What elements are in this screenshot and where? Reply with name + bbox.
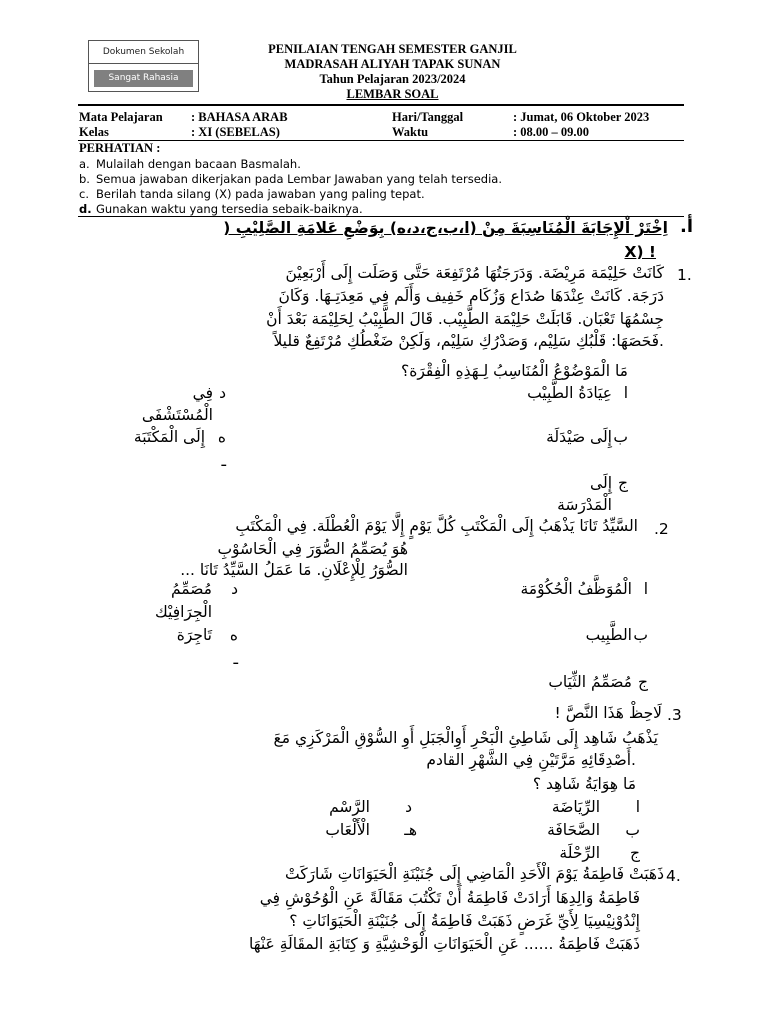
option-letter: ا: [643, 580, 648, 598]
class-value: : XI (SEBELAS): [191, 125, 280, 139]
option-text: الْمَدْرَسَة: [557, 496, 612, 514]
question-text-line: .أَصْدِقَائِهِ مَرَّتَيْنِ فِي الشَّهْرِ القادم: [426, 751, 636, 769]
question-text-line: إِنْدُوْنِيْسِيَا لِأَيِّ غَرَضٍ ذَهَبَتْ فَاطِمَةُ إِلَى جُنَيْنَةِ الْحَيَوَانَاتِ ؟: [289, 912, 640, 930]
option-letter: ا: [623, 384, 628, 402]
option-text: إِلَى الْمَكْتَبَة: [133, 428, 205, 446]
option-letter: ه: [229, 626, 238, 644]
time-value: : 08.00 – 09.00: [513, 125, 590, 139]
question-text-line: ذَهَبَتْ فَاطِمَةُ يَوْمَ الْأَحَدِ الْمَاضِي إِلَى جُنَيْنَةِ الْحَيَوَانَاتِ شَارَكَتْ: [284, 865, 664, 883]
option-letter: ج: [617, 474, 628, 492]
option-text: الصَّحَافَة: [547, 821, 600, 839]
option-text: عِيَادَةُ الطَّبِيْب: [527, 384, 612, 402]
option-letter: د: [405, 798, 412, 816]
question-text-line: الصُّوَرُ لِلْإِعْلَانِ. مَا عَمَلُ السَّيِّدُ تَانَا ...: [180, 561, 408, 579]
option-letter: هـ: [404, 821, 417, 839]
option-letter: د: [231, 580, 238, 598]
info-rule: [78, 140, 684, 141]
section-marker: أ.: [680, 216, 694, 237]
attention-marker-d: d.: [79, 202, 92, 216]
attention-item-b: Semua jawaban dikerjakan pada Lembar Jawaban yang telah tersedia.: [96, 172, 502, 186]
stamp-top-label: Dokumen Sekolah: [89, 41, 198, 64]
attention-item-d: Gunakan waktu yang tersedia sebaik-baiknya.: [96, 202, 363, 216]
day-label: Hari/Tanggal: [392, 110, 464, 124]
option-text: مُصَمِّمُ الثِّيَاب: [548, 673, 632, 691]
option-text: الطَّبِيب: [585, 626, 632, 644]
option-text: الْمُسْتَشْفَى: [141, 406, 213, 424]
sheet-title: LEMBAR SOAL: [346, 87, 439, 101]
attention-item-c: Berilah tanda silang (X) pada jawaban yang paling tepat.: [96, 187, 425, 201]
option-letter: ج: [629, 844, 640, 862]
day-value: : Jumat, 06 Oktober 2023: [513, 110, 650, 124]
attention-marker-a: a.: [79, 157, 90, 171]
option-letter: ه: [217, 428, 226, 446]
question-text-line: جِسْمُهَا تَعْبَان. قَابَلَتْ حَلِيْمَة الطَّبِيْب. قَالَ الطَّبِيْبُ لِحَلِيْمَة بَعْدَ أَنْ: [266, 310, 664, 328]
option-text: إِلَى صَيْدَلَة: [546, 428, 612, 446]
subject-value: : BAHASA ARAB: [191, 110, 288, 124]
stamp-bottom-label: Sangat Rahasia: [94, 70, 193, 87]
option-letter: د: [219, 384, 226, 402]
option-text: مُصَمِّمُ: [170, 580, 212, 598]
question-text-line: يَذْهَبُ شَاهِد إِلَى شَاطِئِ الْبَحْرِ أَوِالْجَبَلِ أَوِ السُّوْقِ الْمَرْكَزِي مَعَ: [273, 729, 658, 747]
academic-year: Tahun Pelajaran 2023/2024: [319, 72, 466, 86]
option-text: الْمُوَظَّفُ الْحُكُوْمَة: [520, 580, 632, 598]
question-prompt: مَا الْمَوْضُوْعُ الْمُنَاسِبُ لِـهَذِهِ الْفِقْرَة؟: [400, 362, 628, 380]
option-letter: ج: [637, 673, 648, 691]
attention-rule: [78, 216, 684, 217]
question-text-line: كَانَتْ حَلِيْمَة مَرِيْضَة. وَدَرَجَتُهَا مُرْتَفِعَة حَتَّى وَصَلَت إِلَى أَرْبَعِيْنَ: [285, 264, 664, 282]
section-instruction-cont: ! (X: [624, 243, 656, 261]
attention-title: PERHATIAN :: [79, 141, 161, 155]
question-number: 1.: [677, 266, 692, 284]
question-text-line: .فَحَصَهَا: قَلْبُكِ سَلِيْم، وَصَدْرُكِ سَلِيْم، وَلَكِنْ ضَغْطُكِ مُرْتَفِعٌ قليلاً: [273, 332, 664, 350]
option-text: الْجِرَافِيْك: [154, 603, 212, 621]
option-text: الرِّحْلَة: [559, 844, 600, 862]
question-text-line: السَّيِّدُ تَانَا يَذْهَبُ إِلَى الْمَكْتَبِ كُلَّ يَوْمٍ إِلَّا يَوْمَ الْعُطْلَة. فِي الْمَكْتَبِ: [235, 517, 638, 535]
question-prompt: مَا هِوَايَةُ شَاهِد ؟: [532, 775, 636, 793]
option-text: الرِّيَاضَة: [551, 798, 600, 816]
attention-marker-b: b.: [79, 172, 90, 186]
question-number: 4.: [666, 867, 681, 885]
question-number: .2: [654, 520, 669, 538]
question-text-line: ذَهَبَتْ فَاطِمَةُ ...... عَنِ الْحَيَوَانَاتِ الْوَحْشِيَّةِ وَ كِتَابَةِ المقَالَةِ عَنْهَا: [248, 935, 640, 953]
attention-item-a: Mulailah dengan bacaan Basmalah.: [96, 157, 301, 171]
section-instruction: اِخْتَرْ اْلإِجَابَةَ الْمُنَاسِبَةَ مِنْ (ا،ب،ج،د،ه) بِوَضْعِ عَلامَةِ الصَّلِيْبِ (: [223, 219, 668, 237]
question-text-line: فَاطِمَةُ وَالِدِهَا أَرَادَتْ فَاطِمَةُ أَنْ تَكْتُبَ مَقَالَةً عَنِ الْوُحُوْشِ فِي: [259, 889, 640, 907]
option-text: فِي: [192, 384, 213, 402]
option-text: ـ: [233, 650, 238, 668]
option-text: ـ: [221, 452, 226, 470]
option-letter: ب: [613, 428, 628, 446]
option-letter: ا: [635, 798, 640, 816]
subject-label: Mata Pelajaran: [79, 110, 163, 124]
question-text-line: هُوَ يُصَمِّمُ الصُّوَرَ فِي الْحَاسُوْبِ: [217, 540, 408, 558]
school-name: MADRASAH ALIYAH TAPAK SUNAN: [284, 57, 501, 71]
option-letter: ب: [625, 821, 640, 839]
exam-title: PENILAIAN TENGAH SEMESTER GANJIL: [268, 42, 517, 56]
option-text: الرَّسْم: [329, 798, 370, 816]
document-stamp: [88, 40, 199, 92]
question-number: .3: [667, 706, 682, 724]
header-rule: [78, 104, 684, 106]
class-label: Kelas: [79, 125, 109, 139]
attention-marker-c: c.: [79, 187, 89, 201]
option-text: إِلَى: [590, 474, 612, 492]
time-label: Waktu: [392, 125, 429, 139]
option-text: الْأَلْعَاب: [325, 821, 370, 839]
option-text: تَاجِرَة: [176, 626, 212, 644]
question-text-line: دَرَجَة. كَانَتْ عِنْدَهَا صُدَاع وَزُكَام خَفِيف وَأَلَم فِي مَعِدَتِـهَا. وَكَانَ: [278, 287, 664, 305]
option-letter: ب: [633, 626, 648, 644]
question-title: لَاحِظْ هَذَا النَّصَّ !: [554, 704, 662, 722]
